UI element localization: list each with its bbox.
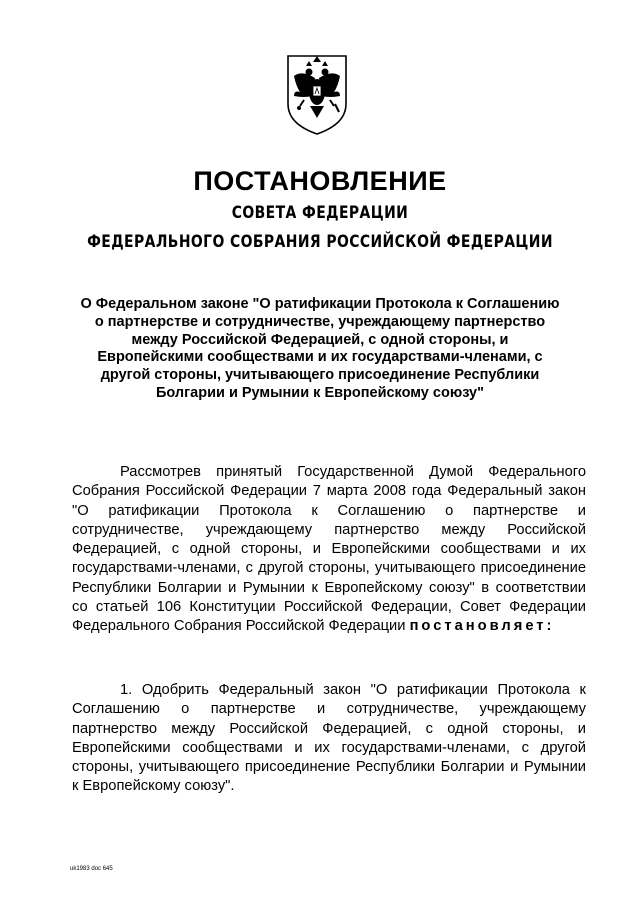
document-title: ПОСТАНОВЛЕНИЕ xyxy=(193,166,447,196)
decree-word: постановляет: xyxy=(409,618,555,635)
footer-file-code: uk1983 doc 645 xyxy=(70,866,113,872)
preamble-paragraph xyxy=(72,463,586,637)
issuing-body-line-2: ФЕДЕРАЛЬНОГО СОБРАНИЯ РОССИЙСКОЙ ФЕДЕРАЦИИ xyxy=(87,232,553,252)
issuing-body-line-1: СОВЕТА ФЕДЕРАЦИИ xyxy=(231,203,409,223)
document-subject-heading: О Федеральном законе "О ратификации Протокола к Соглашению о партнерстве и сотрудничестве, учреждающему партнерство между Российской Федерацией, с одной стороны, и Европейскими сообществами и их государствами-членами, с другой стороны, учитывающего присоединение Республики Болгарии и Румынии к Европейскому союзу" xyxy=(80,296,560,401)
russian-coat-of-arms-icon xyxy=(282,52,352,136)
resolution-item-1: 1. Одобрить Федеральный закон "О ратификации Протокола к Соглашению о партнерстве и сотрудничестве, учреждающему партнерство между Российской Федерацией, с одной стороны, и Европейскими сообществами и их государствами-членами, с другой стороны, учитывающего присоединение Республики Болгарии и Румынии к Европейскому союзу". xyxy=(72,682,586,795)
preamble-text: Рассмотрев принятый Государственной Думой Федерального Собрания Российской Федерации 7 марта 2008 года Федеральный закон "О ратификации Протокола к Соглашению о партнерстве и сотрудничестве, учреждающему партнерство между Российской Федерацией, с одной стороны, и Европейскими сообществами и их государствами-членами, с другой стороны, учитывающего присоединение Республики Болгарии и Румынии к Европейскому союзу" в соответствии со статьей 106 Конституции Российской Федерации, Совет Федерации Федерального Собрания Российской Федерации xyxy=(72,464,586,635)
